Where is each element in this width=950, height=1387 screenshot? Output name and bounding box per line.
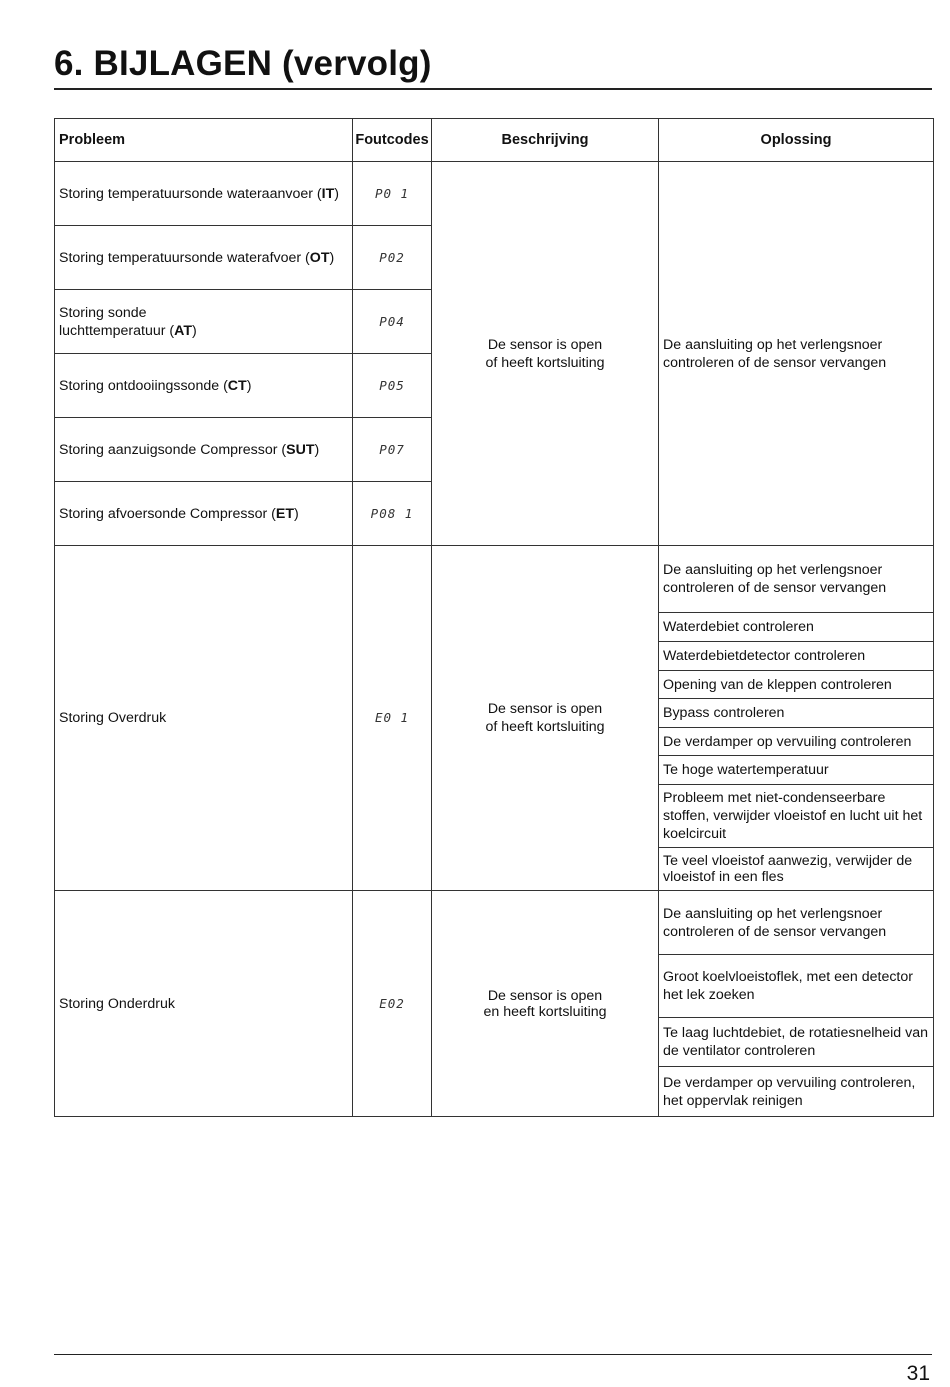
- fault-code: P07: [353, 418, 432, 482]
- fault-code: E0 1: [353, 546, 432, 891]
- error-code-table: [54, 118, 934, 1117]
- solution-item: Probleem met niet-condenseerbare stoffen, verwijder vloeistof en lucht uit het koelcircuit: [659, 785, 934, 848]
- description-cell: De sensor is open of heeft kortsluiting: [432, 546, 659, 891]
- description-cell: De sensor is open en heeft kortsluiting: [432, 891, 659, 1117]
- fault-code: P05: [353, 354, 432, 418]
- header-foutcodes: Foutcodes: [353, 119, 432, 162]
- solution-item: Opening van de kleppen controleren: [659, 671, 934, 699]
- table-row: [55, 891, 934, 955]
- solution-item: Te hoge watertemperatuur: [659, 756, 934, 785]
- header-probleem: Probleem: [55, 119, 353, 162]
- fault-code: P04: [353, 290, 432, 354]
- title-underline: [54, 88, 932, 90]
- solution-item: De verdamper op vervuiling controleren: [659, 728, 934, 756]
- fault-code: P02: [353, 226, 432, 290]
- solution-cell: De aansluiting op het verlengsnoer controleren of de sensor vervangen: [659, 162, 934, 546]
- problem-cell: Storing temperatuursonde waterafvoer (OT): [55, 226, 353, 290]
- fault-code: P0 1: [353, 162, 432, 226]
- header-beschrijving: Beschrijving: [432, 119, 659, 162]
- solution-item: De verdamper op vervuiling controleren, het oppervlak reinigen: [659, 1067, 934, 1117]
- solution-item: De aansluiting op het verlengsnoer controleren of de sensor vervangen: [659, 546, 934, 613]
- problem-cell: Storing ontdooiingssonde (CT): [55, 354, 353, 418]
- table-row: [55, 546, 934, 613]
- page-number: 31: [906, 1362, 930, 1385]
- solution-item: Te laag luchtdebiet, de rotatiesnelheid van de ventilator controleren: [659, 1018, 934, 1067]
- problem-cell: Storing temperatuursonde wateraanvoer (IT): [55, 162, 353, 226]
- header-oplossing: Oplossing: [659, 119, 934, 162]
- solution-item: Bypass controleren: [659, 699, 934, 728]
- solution-item: Waterdebiet controleren: [659, 613, 934, 642]
- solution-item: Groot koelvloeistoflek, met een detector het lek zoeken: [659, 955, 934, 1018]
- solution-item: Waterdebietdetector controleren: [659, 642, 934, 671]
- fault-code: P08 1: [353, 482, 432, 546]
- description-cell: De sensor is open of heeft kortsluiting: [432, 162, 659, 546]
- fault-code: E02: [353, 891, 432, 1117]
- problem-cell: Storing afvoersonde Compressor (ET): [55, 482, 353, 546]
- footer-rule: [54, 1354, 932, 1355]
- table-header-row: [55, 119, 934, 162]
- problem-cell: Storing sonde luchttemperatuur (AT): [55, 290, 353, 354]
- problem-cell-overdruk: Storing Overdruk: [55, 546, 353, 891]
- problem-cell-onderdruk: Storing Onderdruk: [55, 891, 353, 1117]
- page-title: 6. BIJLAGEN (vervolg): [54, 44, 432, 83]
- solution-item: Te veel vloeistof aanwezig, verwijder de vloeistof in een fles: [659, 848, 934, 891]
- table-row: [55, 162, 934, 226]
- solution-item: De aansluiting op het verlengsnoer controleren of de sensor vervangen: [659, 891, 934, 955]
- problem-cell: Storing aanzuigsonde Compressor (SUT): [55, 418, 353, 482]
